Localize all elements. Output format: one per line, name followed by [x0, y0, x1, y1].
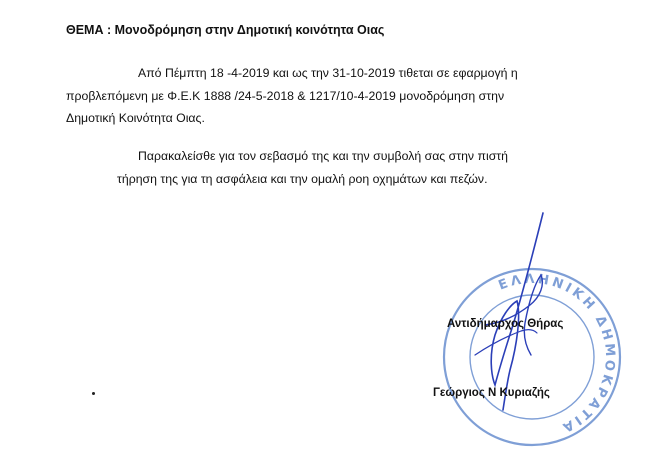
document-subject: ΘΕΜΑ : Μονοδρόμηση στην Δημοτική κοινότητα Οιας [66, 23, 385, 37]
paragraph1-line2: προβλεπόμενη με Φ.Ε.Κ 1888 /24-5-2018 & 1217/10-4-2019 μονοδρόμηση στην [66, 89, 505, 103]
paragraph2-line2: τήρηση της για τη ασφάλεια και την ομαλή ροη οχημάτων και πεζών. [117, 172, 488, 186]
paragraph1-line1: Από Πέμπτη 18 -4-2019 και ως την 31-10-2019 τιθεται σε εφαρμογή η [138, 66, 518, 80]
signatory-name: Γεώργιος Ν Κυριαζής [433, 387, 550, 399]
signatory-title: Αντιδήμαρχος Θήρας [447, 318, 564, 330]
handwritten-signature [455, 205, 575, 415]
stamp-text: ΕΛΛΗΝΙΚΗ ΔΗΜΟΚΡΑΤΙΑ [496, 271, 618, 436]
paragraph1-line3: Δημοτική Κοινότητα Οιας. [66, 111, 205, 125]
stray-dot [92, 392, 95, 395]
paragraph2-line1: Παρακαλείσθε για τον σεβασμό της και την συμβολή σας στην πιστή [138, 149, 508, 163]
